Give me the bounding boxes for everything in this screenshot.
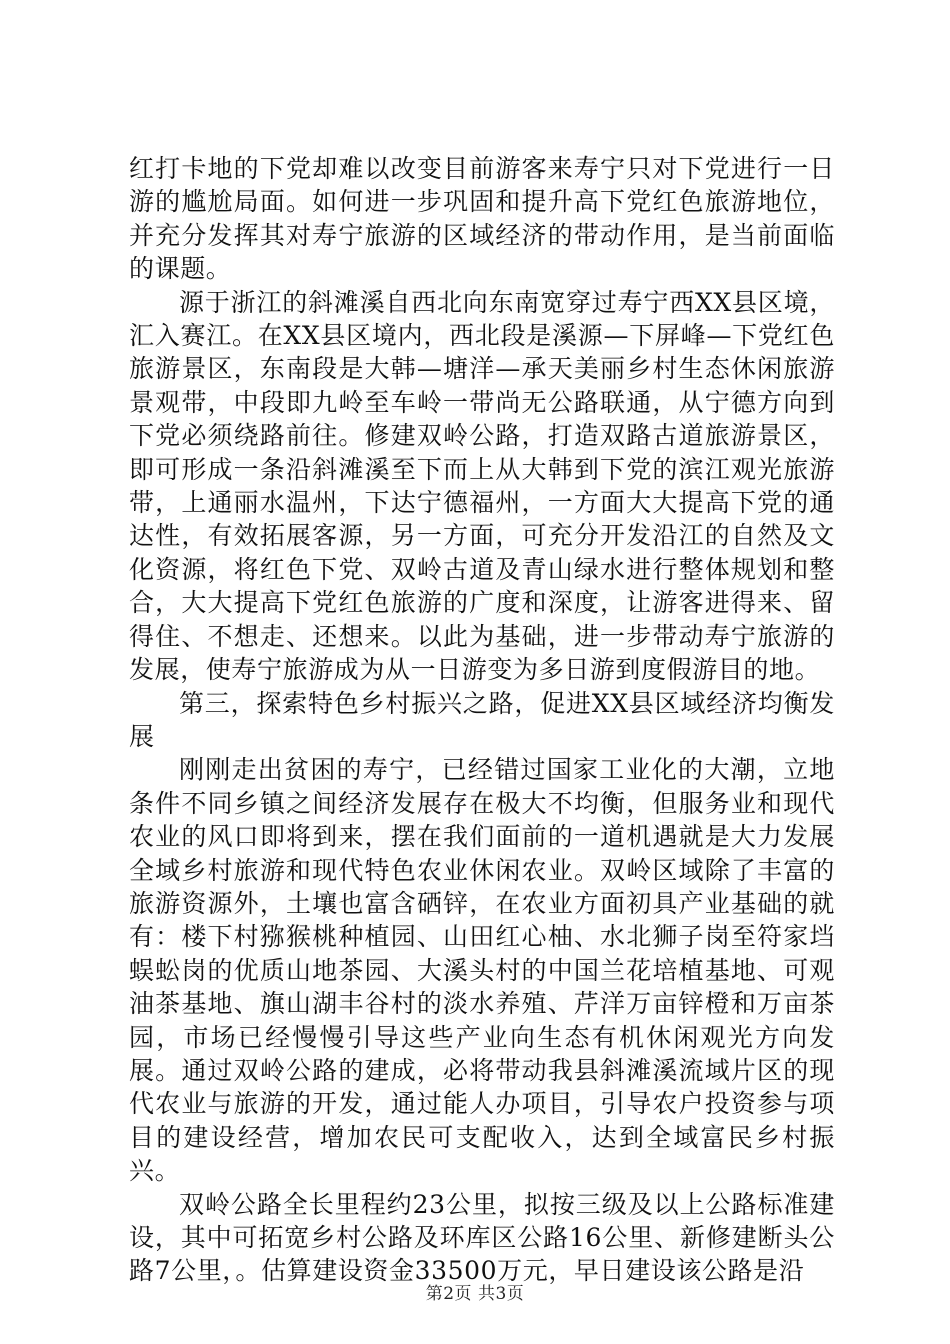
paragraph-road-length: 双岭公路全长里程约23公里，拟按三级及以上公路标准建设，其中可拓宽乡村公路及环库区公路16公里、新修建断头公路7公里，。估算建设资金33500万元，早日建设该公路是沿	[129, 1189, 835, 1286]
page-number-footer: 第2页 共3页	[425, 1284, 525, 1304]
paragraph-xietan-river: 源于浙江的斜滩溪自西北向东南宽穿过寿宁西XX县区境，汇入赛江。在XX县区境内，西北段是溪源—下屏峰—下党红色旅游景区，东南段是大韩—塘洋—承天美丽乡村生态休闲旅游景观带，中段即九岭至车岭一带尚无公路联通，从宁德方向到下党必须绕路前往。修建双岭公路，打造双路古道旅游景区，即可形成一条沿斜滩溪至下而上从大韩到下党的滨江观光旅游带，上通丽水温州，下达宁德福州，一方面大大提高下党的通达性，有效拓展客源，另一方面，可充分开发沿江的自然及文化资源，将红色下党、双岭古道及青山绿水进行整体规划和整合，大大提高下党红色旅游的广度和深度，让游客进得来、留得住、不想走、还想来。以此为基础，进一步带动寿宁旅游的发展，使寿宁旅游成为从一日游变为多日游到度假游目的地。	[129, 287, 835, 685]
paragraph-continuation: 红打卡地的下党却难以改变目前游客来寿宁只对下党进行一日游的尴尬局面。如何进一步巩固和提升高下党红色旅游地位，并充分发挥其对寿宁旅游的区域经济的带动作用，是当前面临的课题。	[129, 154, 835, 284]
paragraph-rural-revitalization: 刚刚走出贫困的寿宁，已经错过国家工业化的大潮，立地条件不同乡镇之间经济发展存在极大不均衡，但服务业和现代农业的风口即将到来，摆在我们面前的一道机遇就是大力发展全域乡村旅游和现代特色农业休闲农业。双岭区域除了丰富的旅游资源外，土壤也富含硒锌，在农业方面初具产业基础的就有：楼下村猕猴桃种植园、山田红心柚、水北狮子岗至符家垱蜈蚣岗的优质山地茶园、大溪头村的中国兰花培植基地、可观油茶基地、旗山湖丰谷村的淡水养殖、芹洋万亩锌橙和万亩茶园，市场已经慢慢引导这些产业向生态有机休闲观光方向发展。通过双岭公路的建成，必将带动我县斜滩溪流域片区的现代农业与旅游的开发，通过能人办项目，引导农户投资参与项目的建设经营，增加农民可支配收入，达到全域富民乡村振兴。	[129, 755, 835, 1186]
document-body	[129, 152, 835, 1288]
section-heading-third: 第三，探索特色乡村振兴之路，促进XX县区域经济均衡发展	[129, 688, 835, 751]
